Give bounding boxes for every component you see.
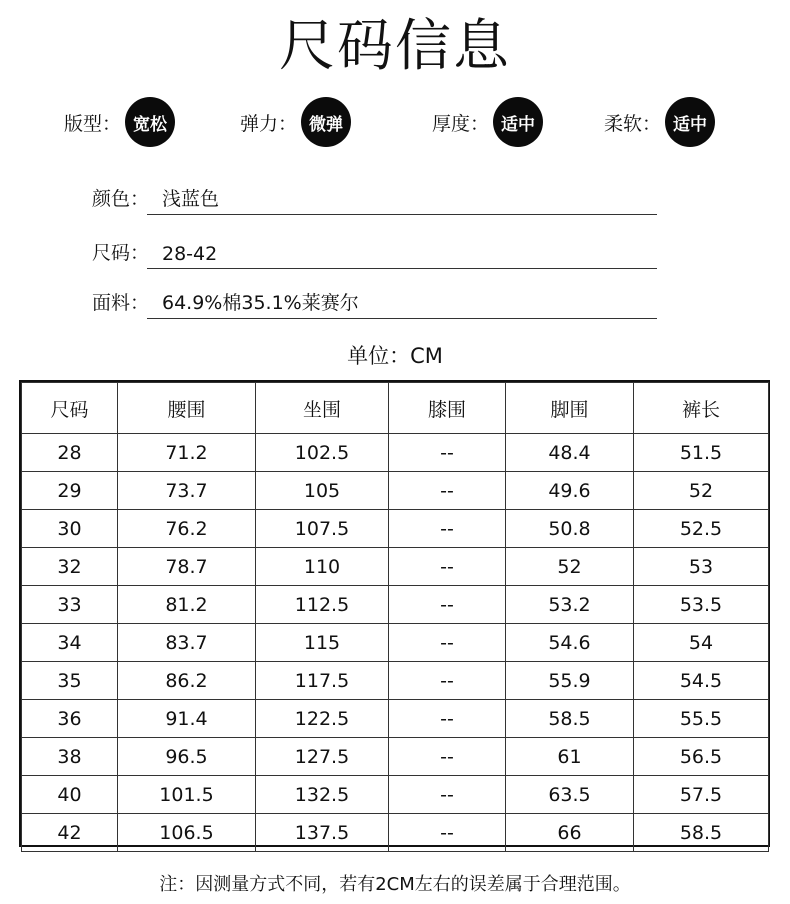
header-hip: 坐围 — [256, 383, 389, 434]
table-cell: 73.7 — [118, 472, 256, 510]
table-row — [22, 624, 769, 662]
table-cell: 28 — [22, 434, 118, 472]
table-cell: 52 — [506, 548, 634, 586]
table-cell: 55.9 — [506, 662, 634, 700]
table-cell: 29 — [22, 472, 118, 510]
info-size — [92, 239, 657, 269]
table-cell: -- — [389, 814, 506, 852]
table-row — [22, 510, 769, 548]
table-cell: 32 — [22, 548, 118, 586]
info-color — [92, 185, 657, 215]
underline — [147, 268, 657, 269]
table-cell: 117.5 — [256, 662, 389, 700]
unit-label: 单位：CM — [347, 344, 443, 368]
table-cell: 53.5 — [634, 586, 769, 624]
table-cell: 132.5 — [256, 776, 389, 814]
table-cell: 106.5 — [118, 814, 256, 852]
table-cell: 76.2 — [118, 510, 256, 548]
header-size: 尺码 — [22, 383, 118, 434]
table-cell: 127.5 — [256, 738, 389, 776]
table-cell: 78.7 — [118, 548, 256, 586]
table-cell: -- — [389, 434, 506, 472]
table-cell: 53.2 — [506, 586, 634, 624]
table-cell: 101.5 — [118, 776, 256, 814]
table-cell: -- — [389, 624, 506, 662]
attribute-label: 厚度： — [432, 112, 490, 135]
table-cell: 42 — [22, 814, 118, 852]
table-cell: 137.5 — [256, 814, 389, 852]
table-cell: 35 — [22, 662, 118, 700]
table-cell: 105 — [256, 472, 389, 510]
underline — [147, 318, 657, 319]
table-row — [22, 586, 769, 624]
table-cell: 33 — [22, 586, 118, 624]
info-value: 64.9%棉35.1%莱赛尔 — [162, 292, 359, 314]
table-cell: 54.5 — [634, 662, 769, 700]
table-cell: 115 — [256, 624, 389, 662]
table-cell: 30 — [22, 510, 118, 548]
info-fabric — [92, 289, 657, 319]
attribute-label: 弹力： — [240, 112, 298, 135]
size-table — [19, 380, 770, 847]
table-cell: 52 — [634, 472, 769, 510]
table-cell: 51.5 — [634, 434, 769, 472]
table-cell: 55.5 — [634, 700, 769, 738]
header-length: 裤长 — [634, 383, 769, 434]
table-cell: 61 — [506, 738, 634, 776]
table-cell: 63.5 — [506, 776, 634, 814]
table-cell: -- — [389, 510, 506, 548]
table-cell: 52.5 — [634, 510, 769, 548]
table-cell: 58.5 — [634, 814, 769, 852]
table-row — [22, 738, 769, 776]
footnote: 注：因测量方式不同，若有2CM左右的误差属于合理范围。 — [159, 874, 631, 895]
info-label: 尺码： — [92, 242, 150, 264]
info-label: 面料： — [92, 292, 150, 314]
attribute-thickness — [432, 97, 543, 147]
table-row — [22, 776, 769, 814]
table-row — [22, 662, 769, 700]
table-cell: 86.2 — [118, 662, 256, 700]
table-cell: 102.5 — [256, 434, 389, 472]
table-cell: 36 — [22, 700, 118, 738]
table-cell: 107.5 — [256, 510, 389, 548]
attribute-badge: 适中 — [493, 97, 543, 147]
table-row — [22, 548, 769, 586]
info-value: 浅蓝色 — [162, 188, 220, 210]
table-cell: 34 — [22, 624, 118, 662]
table-cell: 38 — [22, 738, 118, 776]
table-cell: 40 — [22, 776, 118, 814]
table-cell: 56.5 — [634, 738, 769, 776]
attribute-label: 柔软： — [604, 112, 662, 135]
attribute-elasticity — [240, 97, 351, 147]
table-cell: 66 — [506, 814, 634, 852]
table-cell: -- — [389, 662, 506, 700]
table-cell: 110 — [256, 548, 389, 586]
attribute-softness — [604, 97, 715, 147]
table-cell: 48.4 — [506, 434, 634, 472]
table-cell: 58.5 — [506, 700, 634, 738]
header-knee: 膝围 — [389, 383, 506, 434]
header-waist: 腰围 — [118, 383, 256, 434]
attribute-bar — [0, 97, 790, 147]
table-cell: 91.4 — [118, 700, 256, 738]
table-header-row — [22, 383, 769, 434]
table-cell: 81.2 — [118, 586, 256, 624]
attribute-badge: 微弹 — [301, 97, 351, 147]
table-cell: 54 — [634, 624, 769, 662]
header-leg-opening: 脚围 — [506, 383, 634, 434]
table-cell: 57.5 — [634, 776, 769, 814]
table-cell: 50.8 — [506, 510, 634, 548]
table-cell: -- — [389, 548, 506, 586]
table-row — [22, 814, 769, 852]
table-cell: -- — [389, 700, 506, 738]
table-cell: 83.7 — [118, 624, 256, 662]
table-cell: 53 — [634, 548, 769, 586]
page-title: 尺码信息 — [279, 14, 511, 79]
table-cell: -- — [389, 586, 506, 624]
table-cell: 96.5 — [118, 738, 256, 776]
table-cell: 112.5 — [256, 586, 389, 624]
info-value: 28-42 — [162, 243, 218, 265]
table-cell: 49.6 — [506, 472, 634, 510]
info-label: 颜色： — [92, 188, 150, 210]
table-cell: -- — [389, 738, 506, 776]
table-row — [22, 700, 769, 738]
underline — [147, 214, 657, 215]
table-row — [22, 434, 769, 472]
table-row — [22, 472, 769, 510]
attribute-badge: 宽松 — [125, 97, 175, 147]
table-body — [22, 434, 769, 852]
table-cell: 71.2 — [118, 434, 256, 472]
table-cell: -- — [389, 776, 506, 814]
attribute-label: 版型： — [64, 112, 122, 135]
attribute-fit — [64, 97, 175, 147]
table-cell: 122.5 — [256, 700, 389, 738]
attribute-badge: 适中 — [665, 97, 715, 147]
table-cell: -- — [389, 472, 506, 510]
table-cell: 54.6 — [506, 624, 634, 662]
